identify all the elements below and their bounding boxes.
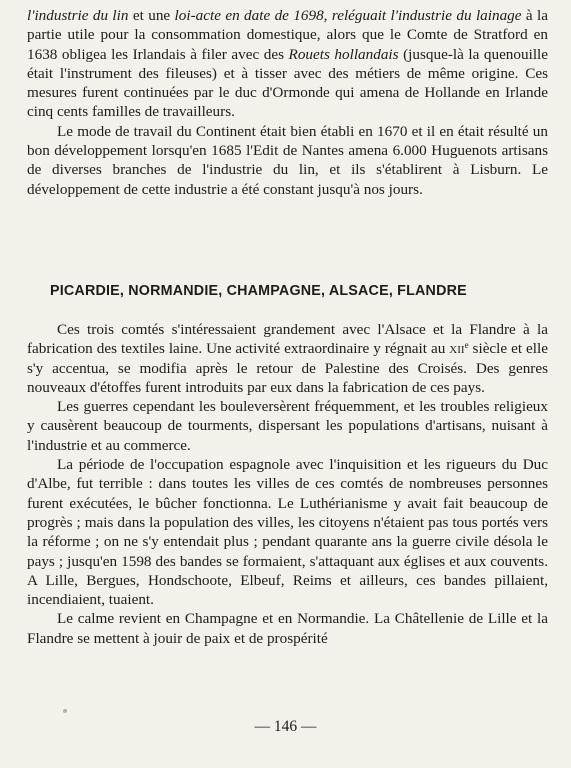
text-run: à la partie utile pour la consommation domestique, alors que le Comte de Stratford en 1638 obligea les Irlandais à filer avec des [27,7,549,63]
italic-phrase: l'industrie du lin [27,7,129,24]
intro-paragraph-2: Le mode de travail du Continent était bien établi en 1670 et il en était résulté un bon développement lorsqu'en 1685 l'Edit de Nantes amena 6.000 Huguenots artisans de diverses branches de l'industrie du lin, et ils s'établirent à Lisburn. Le développement de cette industrie a été constant jusqu'à nos jours. [27,122,548,198]
italic-phrase: Rouets hollandais [288,45,399,63]
section-paragraph-3: La période de l'occupation espagnole avec l'inquisition et les rigueurs du Duc d'Albe, fut terrible : dans toutes les villes de ces comtés de nombreuses personnes furent exécutées, le bûcher fonctionna. Le Luthérianisme y avait fait beaucoup de progrès ; mais dans la population des villes, les citoyens n'étaient pas tous portés vers la réforme ; on ne s'y entendait plus ; pendant quarante ans la guerre civile désola le pays ; jusqu'en 1598 des bandes se formaient, s'attaquant aux églises et aux couvents. A Lille, Bergues, Hondschoote, Elbeuf, Reims et ailleurs, ces bandes pillaient, incendiaient, tuaient. [27,456,548,609]
text-run: siècle et elle s'y accentua, se modifia après le retour de Palestine des Croisés. Des genres nouveaux d'étoffes furent introduits par eux dans la fabrication de ces pays. [27,340,548,396]
text-run: Ces trois comtés s'intéressaient grandement avec l'Alsace et la Flandre à la fabrication des textiles laine. Une activité extraordinaire y régnait au [27,321,548,358]
century-numeral: xii [449,340,465,358]
section-text-block [27,320,548,648]
italic-phrase: loi-acte en date de 1698, reléguait l'industrie du lainage [174,7,522,24]
intro-text-block [27,6,548,199]
intro-paragraph-1 [27,6,548,122]
page-number: — 146 — [254,718,317,735]
section-heading: PICARDIE, NORMANDIE, CHAMPAGNE, ALSACE, FLANDRE [50,283,467,299]
section-paragraph-4: Le calme revient en Champagne et en Normandie. La Châtellenie de Lille et la Flandre se mettent à jouir de paix et de prospérité [27,610,548,647]
section-paragraph-2: Les guerres cependant les bouleversèrent fréquemment, et les troubles religieux y causèrent beaucoup de tourments, dispersant les populations d'artisans, nuisant à l'industrie et au commerce. [27,398,548,454]
text-run: (jusque-là la quenouille était l'instrument des fileuses) et à tisser avec des métiers de même origine. Ces mesures furent continuées par le duc d'Ormonde qui amena de Hollande en Irlande cinq cents familles de travailleurs. [27,45,548,121]
section-paragraph-1 [27,320,548,397]
ink-speck [63,709,67,713]
text-run: et une [128,7,175,24]
century-superscript: e [464,340,469,351]
